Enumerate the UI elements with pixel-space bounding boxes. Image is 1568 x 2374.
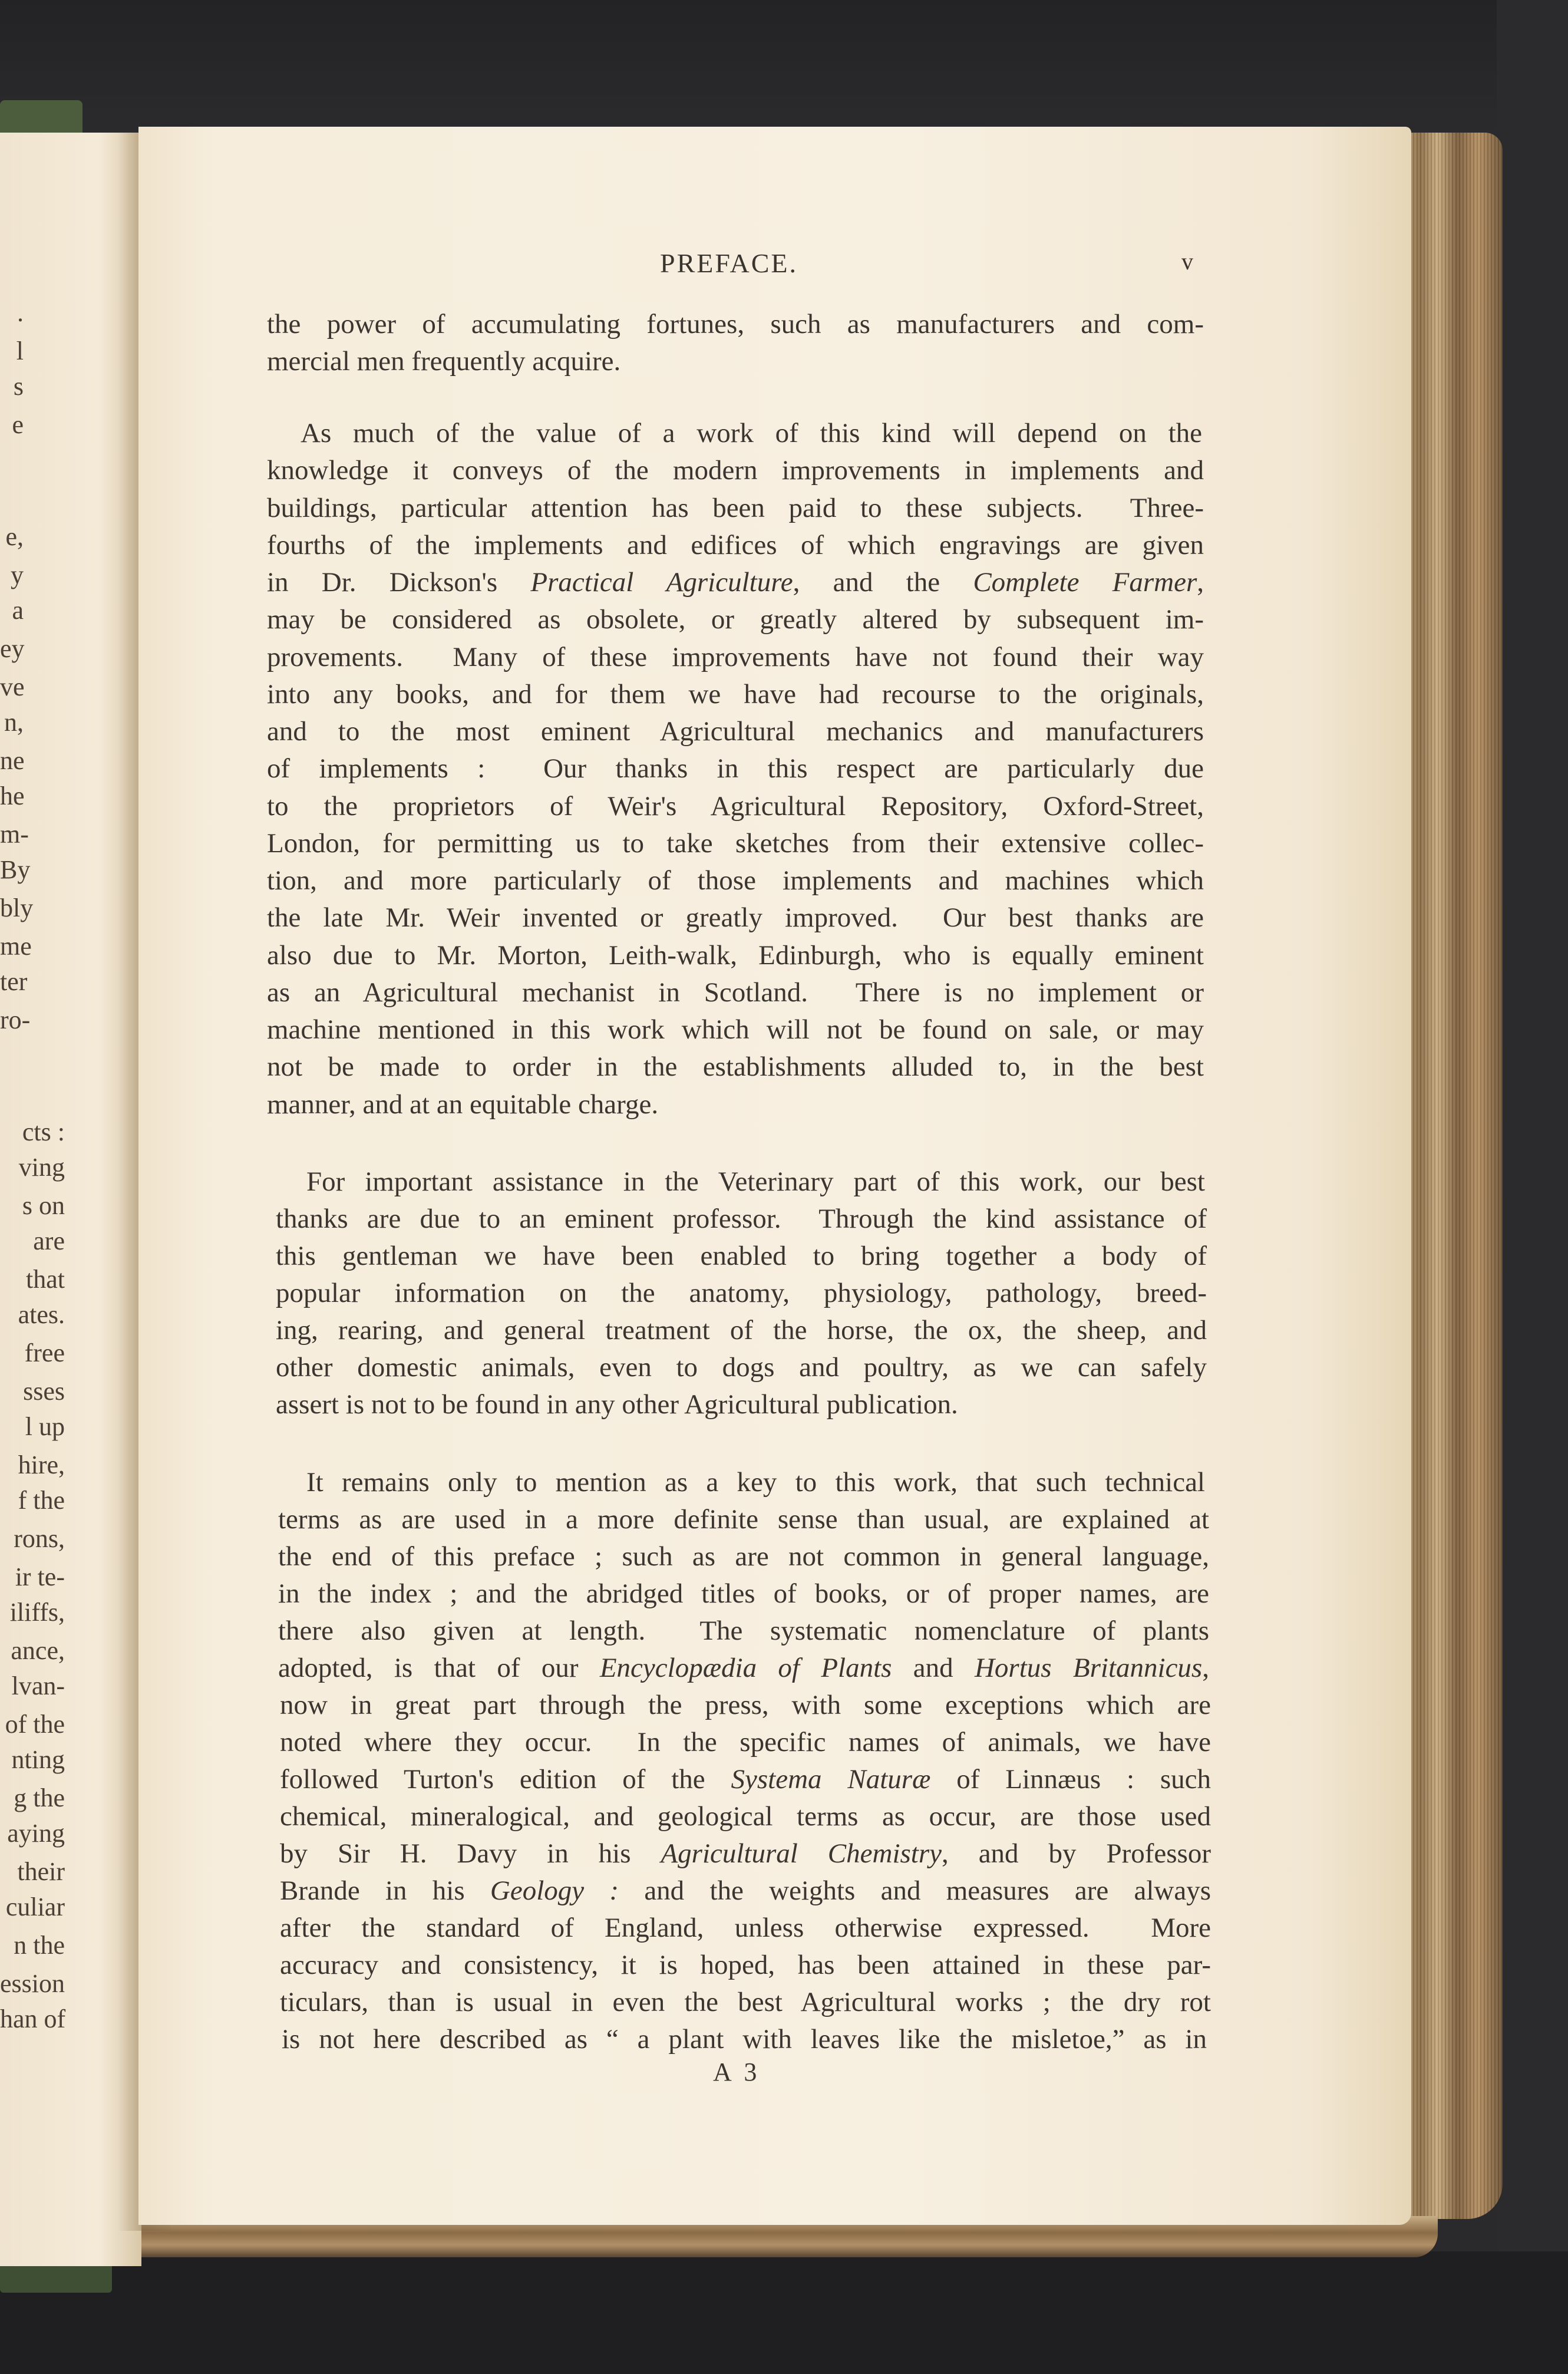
facing-page-fragment: sses (23, 1377, 65, 1406)
text-segment: of implements : Our thanks in this respect are particularly due (267, 753, 1204, 784)
facing-page-fragment: ession (0, 1969, 65, 1998)
facing-page-fragment: cts : (22, 1117, 65, 1146)
text-line (280, 1984, 1211, 2020)
text-segment: there also given at length. The systematic nomenclature of plants (278, 1615, 1209, 1646)
text-segment: As much of the value of a work of this kind will depend on the (301, 418, 1202, 449)
text-line (280, 1836, 1211, 1871)
text-segment: after the standard of England, unless otherwise expressed. More (280, 1913, 1211, 1943)
facing-page-fragment: ve (0, 672, 25, 701)
facing-page-fragment: are (33, 1226, 65, 1255)
facing-page-fragment: ey (0, 634, 25, 663)
text-segment: popular information on the anatomy, physiology, pathology, breed- (276, 1278, 1207, 1308)
text-line (278, 1613, 1209, 1648)
text-segment: provements. Many of these improvements have not found their way (267, 642, 1204, 672)
facing-page-fragment: nting (11, 1745, 65, 1774)
text-line (267, 344, 620, 379)
facing-page-fragment: . (17, 298, 24, 327)
text-segment: For important assistance in the Veterinary part of this work, our best (306, 1166, 1205, 1197)
text-segment: mercial men frequently acquire. (267, 346, 621, 377)
facing-page-fragment: s (13, 372, 24, 401)
text-line (280, 1687, 1211, 1723)
facing-page-fragment: iliffs, (9, 1598, 65, 1627)
text-segment: not be made to order in the establishments alluded to, in the best (267, 1051, 1204, 1082)
facing-page-fragment: a (12, 596, 24, 625)
italic-title: Complete Farmer (973, 567, 1197, 598)
facing-page-fragment: l up (25, 1412, 65, 1441)
text-line (267, 453, 1204, 488)
text-line (267, 789, 1204, 824)
text-segment: manner, and at an equitable charge. (267, 1089, 659, 1120)
text-line (267, 826, 1204, 861)
text-segment: thanks are due to an eminent professor. Through the kind assistance of (276, 1204, 1207, 1234)
text-line (276, 1201, 1207, 1237)
facing-page-fragment: s on (22, 1191, 65, 1220)
text-line (306, 1465, 1205, 1500)
text-segment: Brande in his (280, 1875, 490, 1906)
text-line (278, 1539, 1209, 1574)
facing-page-fragment: han of (0, 2004, 66, 2033)
text-line (306, 1164, 1205, 1199)
text-segment: ticulars, than is usual in even the best Agricultural works ; the dry rot (280, 1987, 1211, 2017)
facing-page-fragment: lvan- (11, 1671, 65, 1700)
text-segment: the late Mr. Weir invented or greatly improved. Our best thanks are (267, 902, 1204, 933)
text-line (280, 1762, 1211, 1797)
facing-page-fragment: bly (0, 893, 34, 922)
text-line (267, 863, 1204, 898)
text-segment: ing, rearing, and general treatment of the horse, the ox, the sheep, and (276, 1315, 1207, 1346)
text-segment: buildings, particular attention has been paid to these subjects. Three- (267, 493, 1204, 523)
text-line (267, 751, 1204, 786)
text-segment: by Sir H. Davy in his (280, 1838, 661, 1869)
text-line (267, 602, 1204, 637)
text-segment: knowledge it conveys of the modern improvements in implements and (267, 455, 1204, 486)
text-line (280, 1910, 1211, 1946)
italic-title: Agricultural Chemistry (661, 1838, 942, 1869)
text-line (301, 416, 1202, 451)
text-line (276, 1238, 1207, 1274)
text-segment: followed Turton's edition of the (280, 1764, 731, 1795)
text-line (267, 714, 1204, 749)
facing-page-fragment: ving (18, 1153, 65, 1182)
text-line (276, 1387, 958, 1422)
page-number: v (1181, 248, 1193, 275)
text-line (267, 1049, 1204, 1084)
facing-page-fragment: By (0, 855, 31, 884)
page-block-edge (1402, 133, 1503, 2219)
text-segment: the end of this preface ; such as are not common in general language, (278, 1541, 1209, 1572)
text-segment: now in great part through the press, with some exceptions which are (280, 1690, 1211, 1720)
text-segment: in the index ; and the abridged titles of books, or of proper names, are (278, 1578, 1209, 1609)
text-segment: to the proprietors of Weir's Agricultural Repository, Oxford-Street, (267, 791, 1204, 822)
text-segment: terms as are used in a more definite sense than usual, are explained at (278, 1504, 1209, 1535)
text-segment: in Dr. Dickson's (267, 567, 531, 598)
facing-page-fragment: ates. (18, 1300, 65, 1329)
facing-page-fragment: that (26, 1265, 65, 1294)
text-segment: tion, and more particularly of those implements and machines which (267, 865, 1204, 896)
backdrop-right (1497, 0, 1568, 2374)
text-line (276, 1350, 1207, 1385)
text-line (276, 1275, 1207, 1311)
italic-title: Systema Naturæ (731, 1764, 931, 1795)
facing-page-fragment: g the (14, 1783, 65, 1812)
text-line (280, 1947, 1211, 1983)
text-segment: adopted, is that of our (278, 1653, 600, 1683)
text-segment: may be considered as obsolete, or greatly altered by subsequent im- (267, 604, 1204, 635)
text-line (267, 490, 1204, 526)
facing-page-fragment: f the (18, 1486, 65, 1515)
facing-page-fragment: ne (0, 746, 25, 775)
text-segment: , (1197, 567, 1204, 598)
italic-title: Practical Agriculture (530, 567, 793, 598)
text-segment: the power of accumulating fortunes, such as manufacturers and com- (267, 309, 1204, 339)
text-segment: , (1202, 1653, 1209, 1683)
running-head: PREFACE. (660, 248, 798, 278)
text-segment: other domestic animals, even to dogs and poultry, as we can safely (276, 1352, 1207, 1383)
text-line (280, 1725, 1211, 1760)
text-line (276, 1313, 1207, 1348)
text-segment: accuracy and consistency, it is hoped, has been attained in these par- (280, 1950, 1211, 1980)
facing-page-fragment: their (17, 1857, 65, 1886)
text-segment: also due to Mr. Morton, Leith-walk, Edinburgh, who is equally eminent (267, 940, 1204, 971)
facing-page-fragment: rons, (14, 1524, 65, 1553)
facing-page-fragment: he (0, 782, 25, 810)
facing-page-fragment: e (12, 410, 24, 439)
facing-page-fragment: y (11, 560, 24, 589)
text-line (267, 975, 1204, 1010)
text-line (267, 306, 1204, 342)
text-segment: assert is not to be found in any other Agricultural publication. (276, 1389, 958, 1420)
facing-page-fragment: e, (5, 522, 24, 551)
facing-page-fragment: m- (0, 820, 29, 849)
text-segment: and to the most eminent Agricultural mechanics and manufacturers (267, 716, 1204, 747)
text-line (267, 565, 1204, 600)
facing-page-fragment: hire, (18, 1450, 65, 1479)
facing-page-fragment: l (16, 337, 24, 365)
text-line (267, 527, 1204, 563)
signature-mark: A 3 (713, 2058, 761, 2086)
italic-title: Encyclopædia of Plants (599, 1653, 892, 1683)
text-line (282, 2022, 1207, 2057)
italic-title: Geology : (490, 1875, 619, 1906)
text-segment: It remains only to mention as a key to this work, that such technical (306, 1467, 1205, 1498)
text-segment: machine mentioned in this work which will not be found on sale, or may (267, 1014, 1204, 1045)
facing-page-fragment: ir te- (15, 1562, 65, 1591)
facing-page-fragment: ter (0, 967, 28, 996)
text-segment: into any books, and for them we have had recourse to the originals, (267, 679, 1204, 710)
text-line (278, 1576, 1209, 1611)
text-line (267, 1087, 658, 1122)
facing-page-fragment: of the (5, 1710, 65, 1739)
text-segment: fourths of the implements and edifices of which engravings are given (267, 530, 1204, 560)
text-line (278, 1650, 1209, 1686)
facing-page-fragment: culiar (5, 1892, 65, 1921)
facing-page-fragment: aying (7, 1819, 65, 1848)
text-line (267, 639, 1204, 675)
facing-page-fragment: free (24, 1338, 65, 1367)
italic-title: Hortus Britannicus (974, 1653, 1203, 1683)
text-line (267, 1012, 1204, 1047)
backdrop-bottom (0, 2251, 1568, 2374)
facing-page-fragment: ro- (0, 1005, 31, 1034)
text-line (267, 900, 1204, 935)
text-segment: , and the (793, 567, 973, 598)
text-segment: London, for permitting us to take sketches from their extensive collec- (267, 828, 1204, 859)
text-segment: of Linnæus : such (930, 1764, 1211, 1795)
text-segment: , and by Professor (942, 1838, 1211, 1869)
text-segment: is not here described as “ a plant with leaves like the misletoe,” as in (282, 2024, 1207, 2055)
text-segment: and (892, 1653, 975, 1683)
facing-page-fragment: ance, (11, 1636, 65, 1665)
text-segment: and the weights and measures are always (619, 1875, 1212, 1906)
facing-page-fragment: n, (4, 708, 24, 737)
facing-page-fragment: me (0, 932, 32, 961)
text-segment: chemical, mineralogical, and geological terms as occur, are those used (280, 1801, 1211, 1832)
facing-page-fragment: n the (14, 1931, 65, 1960)
text-segment: as an Agricultural mechanist in Scotland. There is no implement or (267, 977, 1204, 1008)
text-segment: this gentleman we have been enabled to bring together a body of (276, 1241, 1207, 1271)
text-line (280, 1873, 1211, 1908)
text-line (280, 1799, 1211, 1834)
text-line (267, 677, 1204, 712)
text-line (278, 1502, 1209, 1537)
text-line (267, 938, 1204, 973)
text-segment: noted where they occur. In the specific names of animals, we have (280, 1727, 1211, 1758)
